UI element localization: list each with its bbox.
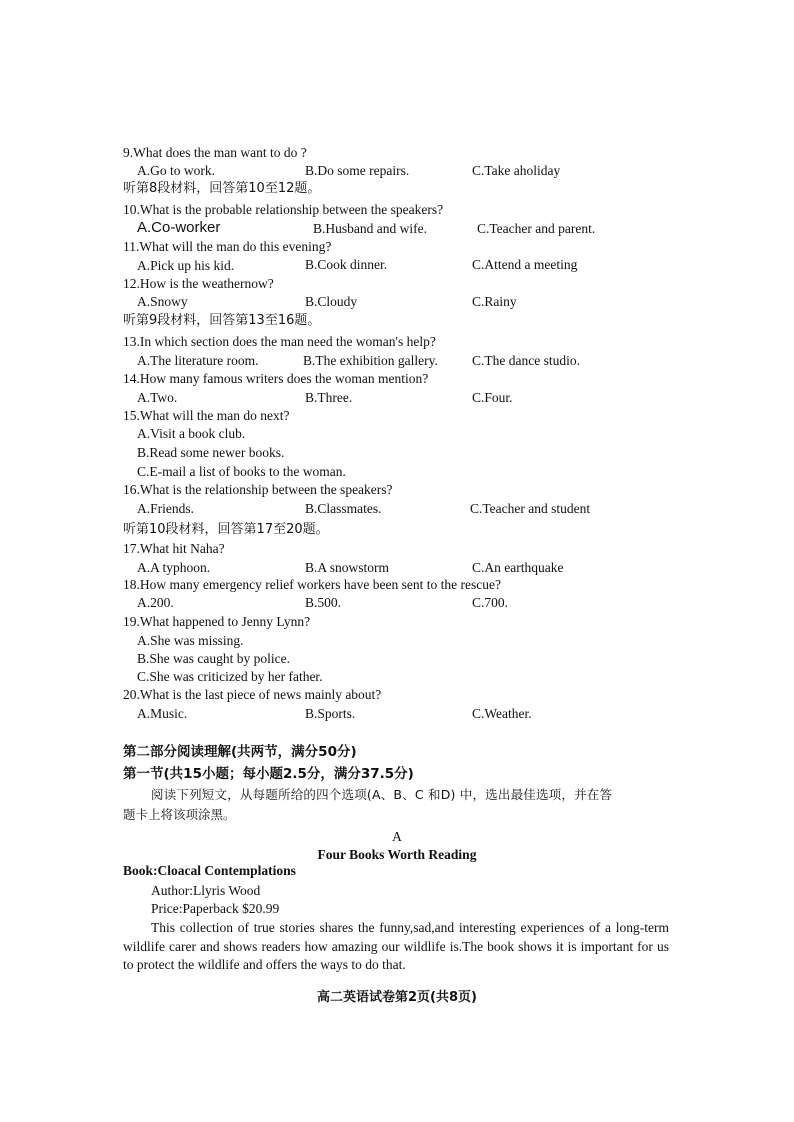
q20-option-a: A.Music.: [137, 706, 188, 721]
q14-option-b: B.Three.: [305, 390, 353, 405]
question-18: 18.How many emergency relief workers have been sent to the rescue?: [123, 577, 501, 592]
q11-option-b: B.Cook dinner.: [305, 257, 388, 272]
book-heading: Book:Cloacal Contemplations: [123, 863, 296, 878]
q16-option-c: C.Teacher and student: [470, 501, 591, 516]
question-15: 15.What will the man do next?: [123, 408, 290, 423]
question-9: 9.What does the man want to do ?: [123, 145, 307, 160]
passage-title: Four Books Worth Reading: [317, 847, 477, 862]
instruction-line-2: 题卡上将该项涂黑。: [123, 807, 236, 822]
q12-option-a: A.Snowy: [137, 294, 188, 309]
question-13: 13.In which section does the man need the woman's help?: [123, 334, 436, 349]
passage-letter: A: [392, 829, 402, 844]
q20-option-c: C.Weather.: [472, 706, 532, 721]
q11-option-a: A.Pick up his kid.: [137, 258, 235, 273]
q13-option-c: C.The dance studio.: [472, 353, 580, 368]
question-16: 16.What is the relationship between the speakers?: [123, 482, 393, 497]
question-10: 10.What is the probable relationship between the speakers?: [123, 202, 444, 217]
q12-option-c: C.Rainy: [472, 294, 517, 309]
book-price: Price:Paperback $20.99: [151, 901, 280, 916]
section-note-10: 听第10段材料，回答第17至20题。: [123, 522, 329, 537]
q19-option-c: C.She was criticized by her father.: [137, 669, 323, 684]
question-17: 17.What hit Naha?: [123, 541, 225, 556]
q20-option-b: B.Sports.: [305, 706, 356, 721]
q9-option-b: B.Do some repairs.: [305, 163, 410, 178]
q10-option-c: C.Teacher and parent.: [477, 221, 596, 236]
q15-option-c: C.E-mail a list of books to the woman.: [137, 464, 346, 479]
q16-option-a: A.Friends.: [137, 501, 194, 516]
q12-option-b: B.Cloudy: [305, 294, 358, 309]
part-two-title: 第二部分阅读理解(共两节，满分50分): [123, 744, 357, 760]
question-14: 14.How many famous writers does the woman mention?: [123, 371, 429, 386]
q14-option-a: A.Two.: [137, 390, 178, 405]
book-description: This collection of true stories shares the funny,sad,and interesting experiences of a long-term wildlife carer and shows readers how amazing our wildlife is.The book shows it is important for us to protect the wildlife and offers the ways to do that.: [123, 920, 669, 972]
question-12: 12.How is the weathernow?: [123, 276, 274, 291]
q19-option-b: B.She was caught by police.: [137, 651, 290, 666]
section-one-title: 第一节(共15小题；每小题2.5分，满分37.5分): [123, 766, 414, 782]
section-note-9: 听第9段材料，回答第13至16题。: [123, 313, 321, 328]
q18-option-a: A.200.: [137, 595, 174, 610]
section-note-8: 听第8段材料，回答第10至12题。: [123, 181, 321, 196]
q17-option-b: B.A snowstorm: [305, 560, 390, 575]
q9-option-a: A.Go to work.: [137, 163, 215, 178]
book-author: Author:Llyris Wood: [151, 883, 261, 898]
question-19: 19.What happened to Jenny Lynn?: [123, 614, 311, 629]
question-11: 11.What will the man do this evening?: [123, 239, 332, 254]
q14-option-c: C.Four.: [472, 390, 513, 405]
q10-option-b: B.Husband and wife.: [313, 221, 427, 236]
q17-option-c: C.An earthquake: [472, 560, 564, 575]
q18-option-b: B.500.: [305, 595, 342, 610]
q10-option-a: A.Co-worker: [137, 219, 221, 236]
q9-option-c: C.Take aholiday: [472, 163, 561, 178]
q13-option-a: A.The literature room.: [137, 353, 259, 368]
q19-option-a: A.She was missing.: [137, 633, 244, 648]
page-footer: 高二英语试卷第2页(共8页): [317, 990, 477, 1005]
q16-option-b: B.Classmates.: [305, 501, 382, 516]
q11-option-c: C.Attend a meeting: [472, 257, 578, 272]
q15-option-b: B.Read some newer books.: [137, 445, 285, 460]
q17-option-a: A.A typhoon.: [137, 560, 211, 575]
q18-option-c: C.700.: [472, 595, 509, 610]
q15-option-a: A.Visit a book club.: [137, 426, 246, 441]
q13-option-b: B.The exhibition gallery.: [303, 353, 438, 368]
question-20: 20.What is the last piece of news mainly about?: [123, 687, 382, 702]
instruction-line-1: 阅读下列短文，从每题所给的四个选项(A、B、C 和D) 中，选出最佳选项，并在答: [151, 787, 613, 802]
